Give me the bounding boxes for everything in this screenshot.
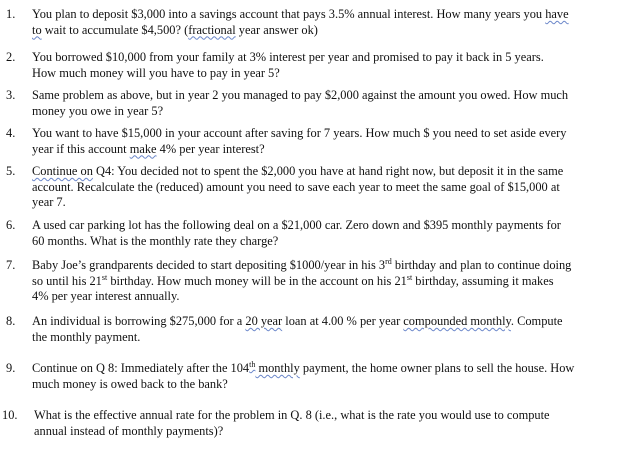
flagged-word: have (545, 7, 569, 21)
question-number: 6. (6, 218, 16, 232)
flagged-word: to (32, 22, 42, 37)
question-number: 5. (6, 164, 16, 178)
ordinal-suffix: th (249, 359, 256, 369)
question-text (32, 88, 624, 119)
flagged-word: compounded monthly (403, 314, 511, 328)
question-text (32, 361, 624, 392)
ordinal-suffix: rd (385, 256, 392, 266)
question-line: An individual is borrowing $275,000 for a 20 year loan at 4.00 % per year compounded monthly. Compute (32, 314, 563, 328)
question-number: 1. (6, 7, 16, 21)
question-number: 3. (6, 88, 16, 102)
ordinal-suffix: st (406, 272, 413, 282)
question-line: Same problem as above, but in year 2 you managed to pay $2,000 against the amount you owed. How much (32, 88, 569, 102)
question-number: 9. (6, 361, 16, 375)
question-line: to wait to accumulate $4,500? (fractional year answer ok) (32, 22, 318, 37)
question-text (34, 408, 626, 439)
flagged-word: Continue on (32, 164, 93, 178)
question-line: year 7. (32, 195, 66, 209)
question-line: Continue on Q 8: Immediately after the 104th monthly payment, the home owner plans to sell the house. How (32, 359, 575, 375)
question-text (32, 258, 624, 305)
question-text (32, 314, 624, 345)
question-line: You plan to deposit $3,000 into a savings account that pays 3.5% annual interest. How many years you have (32, 7, 569, 21)
question-line: annual instead of monthly payments)? (34, 423, 224, 438)
question-line: year if this account make 4% per year interest? (32, 141, 265, 156)
question-text (32, 50, 624, 81)
question-line: the monthly payment. (32, 329, 141, 344)
question-line: much money is owed back to the bank? (32, 376, 228, 391)
question-line: How much money will you have to pay in year 5? (32, 65, 280, 80)
question-text (32, 126, 624, 157)
question-text (32, 218, 624, 249)
question-line: You borrowed $10,000 from your family at 3% interest per year and promised to pay it back in 5 years. (32, 50, 544, 64)
question-line: A used car parking lot has the following deal on a $21,000 car. Zero down and $395 monthly payments for (32, 218, 561, 232)
flagged-word: fractional (188, 22, 236, 37)
question-number: 8. (6, 314, 16, 328)
question-line: money you owe in year 5? (32, 103, 164, 118)
question-line: You want to have $15,000 in your account after saving for 7 years. How much $ you need to set aside every (32, 126, 567, 140)
question-line: What is the effective annual rate for the problem in Q. 8 (i.e., what is the rate you would use to compute (34, 408, 550, 422)
question-line: so until his 21st birthday. How much money will be in the account on his 21st birthday, assuming it makes (32, 272, 554, 288)
question-text (32, 7, 624, 38)
question-line: 4% per year interest annually. (32, 289, 180, 303)
question-number: 10. (2, 408, 18, 422)
ordinal-suffix: st (101, 272, 108, 282)
question-number: 2. (6, 50, 16, 64)
flagged-word: monthly (255, 361, 300, 375)
question-line: 60 months. What is the monthly rate they charge? (32, 233, 279, 248)
question-text (32, 164, 624, 211)
question-number: 7. (6, 258, 16, 272)
question-line: account. Recalculate the (reduced) amount you need to save each year to meet the same goal of $15,000 at (32, 179, 560, 194)
question-number: 4. (6, 126, 16, 140)
question-line: Baby Joe’s grandparents decided to start depositing $1000/year in his 3rd birthday and plan to continue doing (32, 256, 572, 272)
flagged-word: make (129, 141, 157, 156)
question-line: Continue on Q4: You decided not to spent the $2,000 you have at hand right now, but deposit it in the same (32, 164, 564, 178)
flagged-word: 20 year (245, 314, 283, 328)
